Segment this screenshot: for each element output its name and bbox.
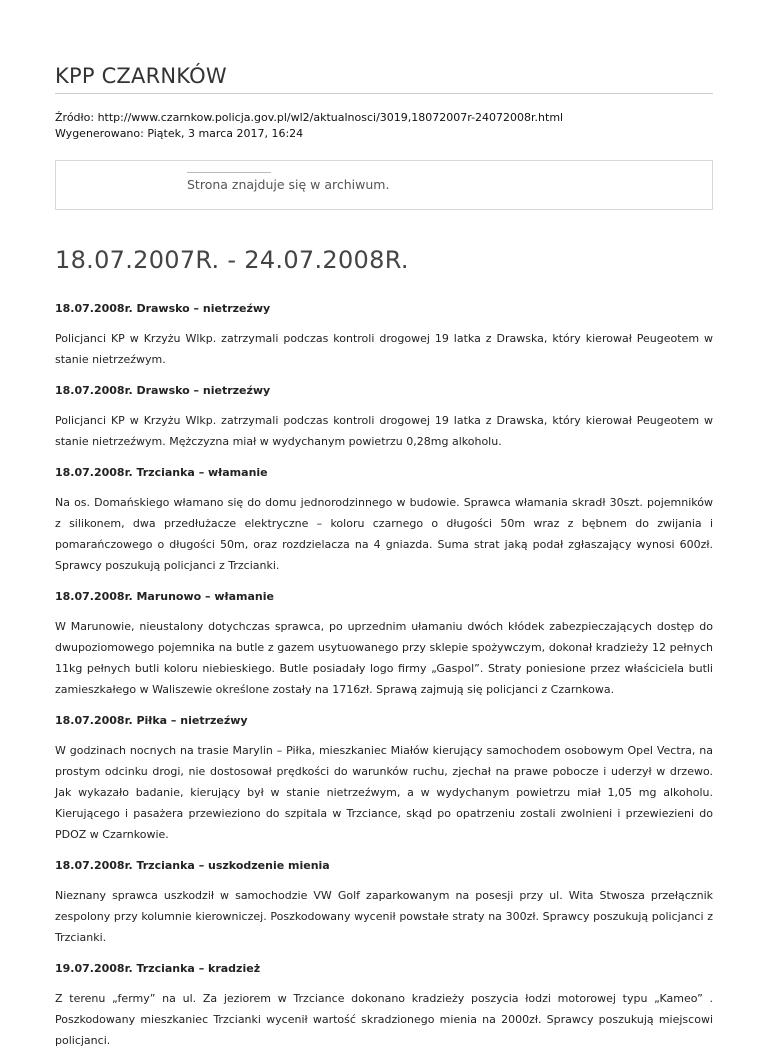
archive-notice-text: Strona znajduje się w archiwum. <box>187 177 390 192</box>
generated-line: Wygenerowano: Piątek, 3 marca 2017, 16:24 <box>55 127 304 140</box>
entry-body: Nieznany sprawca uszkodził w samochodzie VW Golf zaparkowanym na posesji przy ul. Wita Stwosza przełącznik zespolony przy kolumnie kierowniczej. Poszkodowany wycenił powstałe straty na 300zł. Sprawcy poszukują policjanci z Trzcianki. <box>55 889 713 944</box>
site-title: KPP CZARNKÓW <box>55 64 227 88</box>
news-entry <box>55 380 713 452</box>
archive-notice-box <box>55 160 713 210</box>
news-entry <box>55 462 713 576</box>
entry-heading: 18.07.2008r. Drawsko – nietrzeźwy <box>55 302 271 315</box>
article-title: 18.07.2007R. - 24.07.2008R. <box>55 246 409 274</box>
news-entry <box>55 586 713 700</box>
entry-heading: 18.07.2008r. Marunowo – włamanie <box>55 590 274 603</box>
entry-body: Z terenu „fermy” na ul. Za jeziorem w Trzciance dokonano kradzieży poszycia łodzi motorowej typu „Kameo” . Poszkodowany mieszkaniec Trzcianki wycenił wartość skradzionego mienia na 2000zł. Sprawcy poszukują miejscowi policjanci. <box>55 992 713 1047</box>
news-entry <box>55 710 713 845</box>
news-entry <box>55 958 713 1051</box>
entry-body: Policjanci KP w Krzyżu Wlkp. zatrzymali podczas kontroli drogowej 19 latka z Drawska, który kierował Peugeotem w stanie nietrzeźwym. <box>55 332 713 366</box>
entry-heading: 18.07.2008r. Drawsko – nietrzeźwy <box>55 384 271 397</box>
entry-heading: 18.07.2008r. Piłka – nietrzeźwy <box>55 714 248 727</box>
title-divider <box>55 93 713 94</box>
entry-heading: 18.07.2008r. Trzcianka – włamanie <box>55 466 268 479</box>
archive-notice-divider <box>187 172 271 173</box>
news-entry <box>55 855 713 948</box>
source-line: Źródło: http://www.czarnkow.policja.gov.pl/wl2/aktualnosci/3019,18072007r-24072008r.html <box>55 111 564 124</box>
entry-body: Policjanci KP w Krzyżu Wlkp. zatrzymali podczas kontroli drogowej 19 latka z Drawska, który kierował Peugeotem w stanie nietrzeźwym. Mężczyzna miał w wydychanym powietrzu 0,28mg alkoholu. <box>55 414 713 448</box>
meta-info <box>55 110 563 142</box>
news-entry <box>55 298 713 370</box>
article-content <box>55 298 713 1061</box>
entry-heading: 18.07.2008r. Trzcianka – uszkodzenie mienia <box>55 859 330 872</box>
entry-heading: 19.07.2008r. Trzcianka – kradzież <box>55 962 261 975</box>
entry-body: W Marunowie, nieustalony dotychczas sprawca, po uprzednim ułamaniu dwóch kłódek zabezpieczających dostęp do dwupoziomowego pojemnika na butle z gazem usytuowanego przy sklepie spożywczym, dokonał kradzieży 12 pełnych 11kg pełnych butli koloru niebieskiego. Butle posiadały logo firmy „Gaspol”. Straty poniesione przez właściciela butli zamieszkałego w Waliszewie określone zostały na 1716zł. Sprawą zajmują się policjanci z Czarnkowa. <box>55 620 713 696</box>
entry-body: Na os. Domańskiego włamano się do domu jednorodzinnego w budowie. Sprawca włamania skradł 30szt. pojemników z silikonem, dwa przedłużacze elektryczne – koloru czarnego o długości 50m wraz z bębnem do zwijania i pomarańczowego o długości 50m, oraz rozdzielacza na 4 gniazda. Suma strat jaką podał zgłaszający wynosi 600zł. Sprawcy poszukują policjanci z Trzcianki. <box>55 496 713 572</box>
entry-body: W godzinach nocnych na trasie Marylin – Piłka, mieszkaniec Miałów kierujący samochodem osobowym Opel Vectra, na prostym odcinku drogi, nie dostosował prędkości do warunków ruchu, zjechał na prawe pobocze i uderzył w drzewo. Jak wykazało badanie, kierujący był w stanie nietrzeźwym, a w wydychanym powietrzu miał 1,05 mg alkoholu. Kierującego i pasażera przewieziono do szpitala w Trzciance, skąd po opatrzeniu zostali zwolnieni i przewiezieni do PDOZ w Czarnkowie. <box>55 744 713 841</box>
